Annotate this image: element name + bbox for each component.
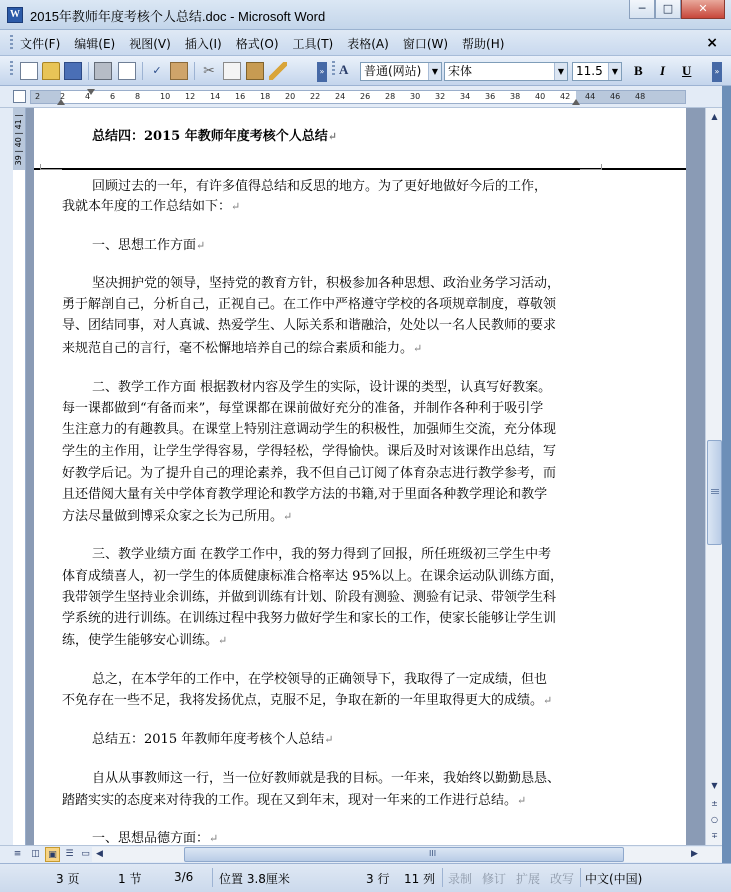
ruler-number: 20	[285, 92, 296, 101]
line-text: 导、团结同事，对人真诚、热爱学生、人际关系和谐融洽，处处以一名人民教师的要求	[62, 318, 557, 333]
horizontal-ruler[interactable]	[30, 90, 686, 104]
document-line	[92, 731, 333, 749]
italic-button[interactable]: I	[660, 63, 666, 78]
line-text: 我就本年度的工作总结如下：	[62, 199, 232, 214]
print-preview-icon[interactable]	[118, 62, 136, 80]
ruler-number: 6	[110, 92, 116, 101]
document-line	[92, 178, 547, 196]
menubar-grip[interactable]	[10, 35, 13, 51]
scroll-down-icon[interactable]: ▼	[711, 781, 718, 790]
paragraph-mark-icon: ↵	[231, 200, 241, 213]
line-text: 我带领学生坚持业余训练，并做到训练有计划、阶段有测验、测验有记录、带领学生科	[62, 590, 557, 605]
status-extend[interactable]: 扩展	[516, 872, 541, 886]
line-text: 踏踏实实的态度来对待我的工作。现在又到年末，现对一年来的工作进行总结。	[62, 793, 518, 808]
horizontal-scroll-thumb[interactable]	[184, 847, 624, 862]
line-text: 学生的主作用，让学生学得容易，学得轻松，学得愉快。课后及时对该课作出总结，写	[62, 444, 557, 459]
ruler-number: 26	[360, 92, 371, 101]
paragraph-mark-icon: ↵	[209, 832, 219, 845]
menu-table[interactable]: 表格(A)	[347, 37, 389, 51]
line-text: 二、教学工作方面 根据教材内容及学生的实际，设计课的类型，认真写好教案。	[92, 380, 552, 395]
ruler-number: 38	[510, 92, 521, 101]
ruler-number: 12	[185, 92, 196, 101]
print-layout-view-icon[interactable]: ▣	[45, 847, 60, 862]
ruler-number: 30	[410, 92, 421, 101]
paragraph-mark-icon: ↵	[324, 733, 334, 746]
document-line	[92, 275, 560, 293]
new-document-icon[interactable]	[20, 62, 38, 80]
vertical-scroll-thumb[interactable]	[707, 440, 722, 545]
status-separator	[580, 868, 581, 887]
page-gap-left	[26, 108, 34, 845]
document-line	[62, 486, 547, 504]
document-line	[62, 610, 556, 628]
menu-tools[interactable]: 工具(T)	[292, 37, 334, 51]
font-size-combo[interactable]	[572, 62, 622, 81]
word-app-icon[interactable]: W	[7, 7, 23, 23]
document-line	[62, 692, 552, 710]
status-record[interactable]: 录制	[448, 872, 473, 886]
document-line	[92, 237, 205, 255]
research-icon[interactable]	[170, 62, 188, 80]
document-line	[62, 792, 526, 810]
document-line	[62, 296, 556, 314]
ruler-number: 10	[160, 92, 171, 101]
paragraph-mark-icon: ↵	[413, 342, 423, 355]
ruler-number: 16	[235, 92, 246, 101]
line-text: 来规范自己的言行，毫不松懈地培养自己的综合素质和能力。	[62, 341, 414, 356]
save-icon[interactable]	[64, 62, 82, 80]
document-line	[62, 400, 543, 418]
document-line	[62, 568, 563, 586]
line-text: 且还借阅大量有关中学体育教学理论和教学方法的书籍,对于里面各种教学理论和教学	[62, 487, 548, 502]
menu-insert[interactable]: 插入(I)	[184, 37, 222, 51]
scroll-right-icon[interactable]: ▶	[691, 849, 698, 859]
underline-button[interactable]: U	[682, 63, 692, 78]
status-line: 3 行	[366, 872, 390, 886]
previous-page-icon[interactable]: ±	[711, 799, 718, 808]
line-text: 体育成绩喜人，初一学生的体质健康标准合格率达 95%以上。在课余运动队训练方面，	[62, 569, 564, 584]
line-text: 每一课都做到“有备而来”，每堂课都在课前做好充分的准备，并制作各种利于吸引学	[62, 401, 544, 416]
document-line	[62, 317, 556, 335]
toolbar-separator	[88, 62, 89, 80]
line-text: 好教学后记。为了提升自己的理论素养，我不但自己订阅了体育杂志进行教学参考，而	[62, 466, 557, 481]
line-text: 自从从事教师这一行，当一位好教师就是我的目标。一年来，我始终以勤勤恳恳、	[92, 771, 561, 786]
status-overwrite[interactable]: 改写	[550, 872, 575, 886]
document-line	[62, 443, 556, 461]
document-line	[92, 128, 337, 146]
ruler-number: 42	[560, 92, 571, 101]
toolbar-overflow-icon[interactable]: »	[712, 62, 722, 82]
vertical-ruler-numbers: 39 | 40 | 41 |	[14, 114, 23, 166]
status-page-of: 3/6	[174, 870, 194, 884]
line-text: 总结四：2015 年教师年度考核个人总结	[92, 129, 328, 144]
line-text: 坚决拥护党的领导，坚持党的教育方针，积极参加各种思想、政治业务学习活动，	[92, 276, 561, 291]
document-line	[62, 340, 422, 358]
document-line	[62, 632, 227, 650]
scroll-grip: III	[429, 849, 437, 858]
ruler-number: 36	[485, 92, 496, 101]
print-icon[interactable]	[94, 62, 112, 80]
menu-file[interactable]: 文件(F)	[20, 37, 61, 51]
status-separator	[212, 868, 213, 887]
ruler-number: 14	[210, 92, 221, 101]
normal-view-icon[interactable]: ≡	[13, 849, 22, 859]
maximize-button[interactable]: □	[655, 0, 681, 19]
format-painter-icon[interactable]	[269, 62, 287, 80]
line-text: 回顾过去的一年，有许多值得总结和反思的地方。为了更好地做好今后的工作，	[92, 179, 548, 194]
bold-button[interactable]: B	[634, 63, 643, 78]
ruler-number: 4	[85, 92, 91, 101]
menu-items	[20, 35, 518, 52]
status-column: 11 列	[404, 872, 436, 886]
scroll-left-icon[interactable]: ◀	[96, 849, 103, 859]
reading-view-icon[interactable]: ▭	[81, 849, 90, 859]
line-text: 生注意力的有趣教具。在课堂上特别注意调动学生的积极性，加强师生交流，充分体现	[62, 422, 557, 437]
menu-bar	[0, 30, 731, 56]
style-combo[interactable]	[360, 62, 442, 81]
view-bar	[0, 845, 722, 863]
status-position: 位置 3.8厘米	[219, 872, 290, 886]
font-size-value: 11.5	[576, 64, 603, 78]
document-line	[92, 546, 551, 564]
status-separator	[442, 868, 443, 887]
document-line	[92, 671, 547, 689]
menu-edit[interactable]: 编辑(E)	[74, 37, 116, 51]
web-view-icon[interactable]: ◫	[31, 849, 40, 859]
line-text: 勇于解剖自己，分析自己，正视自己。在工作中严格遵守学校的各项规章制度，尊敬领	[62, 297, 557, 312]
document-line	[92, 830, 218, 845]
toolbar-separator	[142, 62, 143, 80]
right-indent-marker[interactable]	[572, 99, 580, 105]
page-gap-right	[686, 108, 705, 845]
close-document-button[interactable]: ×	[706, 35, 718, 51]
document-line	[62, 589, 556, 607]
ruler-number: 40	[535, 92, 546, 101]
paragraph-mark-icon: ↵	[543, 694, 553, 707]
status-bar	[0, 863, 731, 892]
line-text: 三、教学业绩方面 在教学工作中，我的努力得到了回报，所任班级初三学生中考	[92, 547, 552, 562]
line-text: 总结五：2015 年教师年度考核个人总结	[92, 732, 325, 747]
menu-window[interactable]: 窗口(W)	[402, 37, 449, 51]
ruler-number: 22	[310, 92, 321, 101]
title-bar	[0, 0, 731, 30]
next-page-icon[interactable]: ∓	[711, 831, 718, 840]
ruler-number: 48	[635, 92, 646, 101]
document-page[interactable]	[34, 108, 686, 845]
paragraph-mark-icon: ↵	[196, 239, 206, 252]
toolbar-grip[interactable]	[10, 61, 13, 77]
status-section: 1 节	[118, 872, 142, 886]
chevron-down-icon[interactable]: ▼	[428, 63, 441, 80]
window-controls	[629, 0, 725, 19]
scroll-grip	[711, 489, 719, 495]
menu-help[interactable]: 帮助(H)	[462, 37, 505, 51]
document-line	[62, 198, 240, 216]
ruler-number: 34	[460, 92, 471, 101]
window-title: 2015年教师年度考核个人总结.doc - Microsoft Word	[30, 9, 326, 24]
spelling-check-icon[interactable]: ✓	[152, 64, 162, 77]
outline-view-icon[interactable]: ☰	[65, 849, 74, 859]
vertical-ruler[interactable]	[13, 108, 26, 845]
horizontal-scrollbar[interactable]	[92, 847, 722, 862]
cut-icon[interactable]: ✂	[203, 63, 215, 79]
ruler-number: 24	[335, 92, 346, 101]
style-value: 普通(网站)	[364, 64, 422, 78]
status-page: 3 页	[56, 872, 80, 886]
menu-view[interactable]: 视图(V)	[129, 37, 171, 51]
scroll-up-icon[interactable]: ▲	[711, 112, 718, 121]
toolbar	[0, 56, 731, 86]
tab-selector[interactable]	[13, 90, 26, 103]
paragraph-mark-icon: ↵	[327, 130, 337, 143]
status-revise[interactable]: 修订	[482, 872, 507, 886]
close-window-button[interactable]: ✕	[681, 0, 725, 19]
left-band	[0, 108, 13, 845]
horizontal-ruler-row	[0, 86, 731, 108]
paste-icon[interactable]	[246, 62, 264, 80]
page-corner-mark	[40, 164, 62, 170]
line-text: 一、思想工作方面	[92, 238, 197, 253]
paragraph-mark-icon: ↵	[517, 794, 527, 807]
ruler-number: 46	[610, 92, 621, 101]
line-text: 一、思想品德方面：	[92, 831, 210, 845]
paragraph-mark-icon: ↵	[283, 510, 293, 523]
menu-format[interactable]: 格式(O)	[235, 37, 279, 51]
chevron-down-icon[interactable]: ▼	[608, 63, 621, 80]
line-text: 学系统的进行训练。在训练过程中我努力做好学生和家长的工作，使家长能够让学生训	[62, 611, 557, 626]
chevron-down-icon[interactable]: ▼	[554, 63, 567, 80]
document-line	[62, 508, 292, 526]
toolbar-separator	[194, 62, 195, 80]
line-text: 不免存在一些不足，我将发扬优点，克服不足，争取在新的一年里取得更大的成绩。	[62, 693, 544, 708]
ruler-number: 28	[385, 92, 396, 101]
vertical-scrollbar[interactable]	[705, 108, 722, 845]
copy-icon[interactable]	[223, 62, 241, 80]
toolbar-grip[interactable]	[332, 61, 335, 77]
page-corner-mark	[580, 164, 602, 170]
ruler-number: 2	[35, 92, 41, 101]
window-right-edge	[722, 86, 731, 892]
font-combo[interactable]	[444, 62, 568, 81]
line-text: 总之，在本学年的工作中，在学校领导的正确领导下，我取得了一定成绩，但也	[92, 672, 548, 687]
document-line	[62, 465, 556, 483]
select-browse-object-icon[interactable]: ○	[711, 815, 718, 824]
paragraph-mark-icon: ↵	[218, 634, 228, 647]
ruler-number: 18	[260, 92, 271, 101]
font-value: 宋体	[448, 64, 473, 78]
document-line	[62, 421, 556, 439]
ruler-number: 2	[60, 92, 66, 101]
styles-icon[interactable]: A	[339, 62, 349, 77]
status-language: 中文(中国)	[585, 872, 643, 886]
document-line	[92, 770, 560, 788]
line-text: 练，使学生能够安心训练。	[62, 633, 219, 648]
minimize-button[interactable]: ─	[629, 0, 655, 19]
ruler-number: 44	[585, 92, 596, 101]
line-text: 方法尽量做到博采众家之长为己所用。	[62, 509, 284, 524]
toolbar-overflow-icon[interactable]: »	[317, 62, 327, 82]
open-folder-icon[interactable]	[42, 62, 60, 80]
ruler-number: 8	[135, 92, 141, 101]
ruler-number: 32	[435, 92, 446, 101]
document-line	[92, 379, 551, 397]
